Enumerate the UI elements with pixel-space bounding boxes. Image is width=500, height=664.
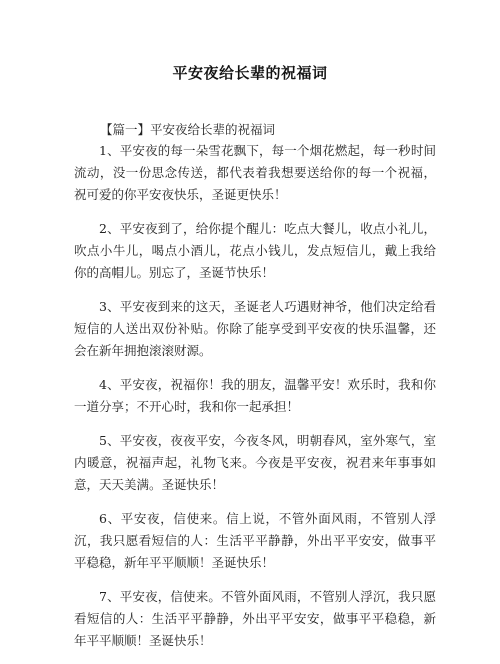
paragraph: 4、平安夜，祝福你！我的朋友，温馨平安！欢乐时，我和你一道分享；不开心时，我和你一起承担！ (74, 377, 436, 414)
paragraph: 2、平安夜到了，给你提个醒儿：吃点大餐儿，收点小礼儿，吹点小牛儿，喝点小酒儿，花点小钱儿，发点短信儿，戴上我给你的高帽儿。别忘了，圣诞节快乐！ (74, 221, 436, 280)
section-heading: 【篇一】平安夜给长辈的祝福词 (100, 122, 276, 137)
document-title: 平安夜给长辈的祝福词 (172, 64, 328, 82)
paragraph: 5、平安夜，夜夜平安，今夜冬风，明朝春风，室外寒气，室内暖意，祝福声起，礼物飞来。今夜是平安夜，祝君来年事事如意，天天美满。圣诞快乐！ (74, 433, 436, 492)
paragraph: 6、平安夜，信使来。信上说，不管外面风雨，不管别人浮沉，我只愿看短信的人：生活平平静静，外出平平安安，做事平平稳稳，新年平平顺顺！圣诞快乐！ (74, 511, 436, 570)
paragraph: 1、平安夜的每一朵雪花飘下，每一个烟花燃起，每一秒时间流动，没一份思念传送，都代表着我想要送给你的每一个祝福，祝可爱的你平安夜快乐，圣诞更快乐！ (74, 143, 436, 202)
paragraph: 7、平安夜，信使来。不管外面风雨，不管别人浮沉，我只愿看短信的人：生活平平静静，外出平平安安，做事平平稳稳，新年平平顺顺！圣诞快乐！ (74, 589, 436, 648)
paragraph: 3、平安夜到来的这天，圣诞老人巧遇财神爷，他们决定给看短信的人送出双份补贴。你除了能享受到平安夜的快乐温馨，还会在新年拥抱滚滚财源。 (74, 299, 436, 358)
document-body (74, 140, 436, 664)
